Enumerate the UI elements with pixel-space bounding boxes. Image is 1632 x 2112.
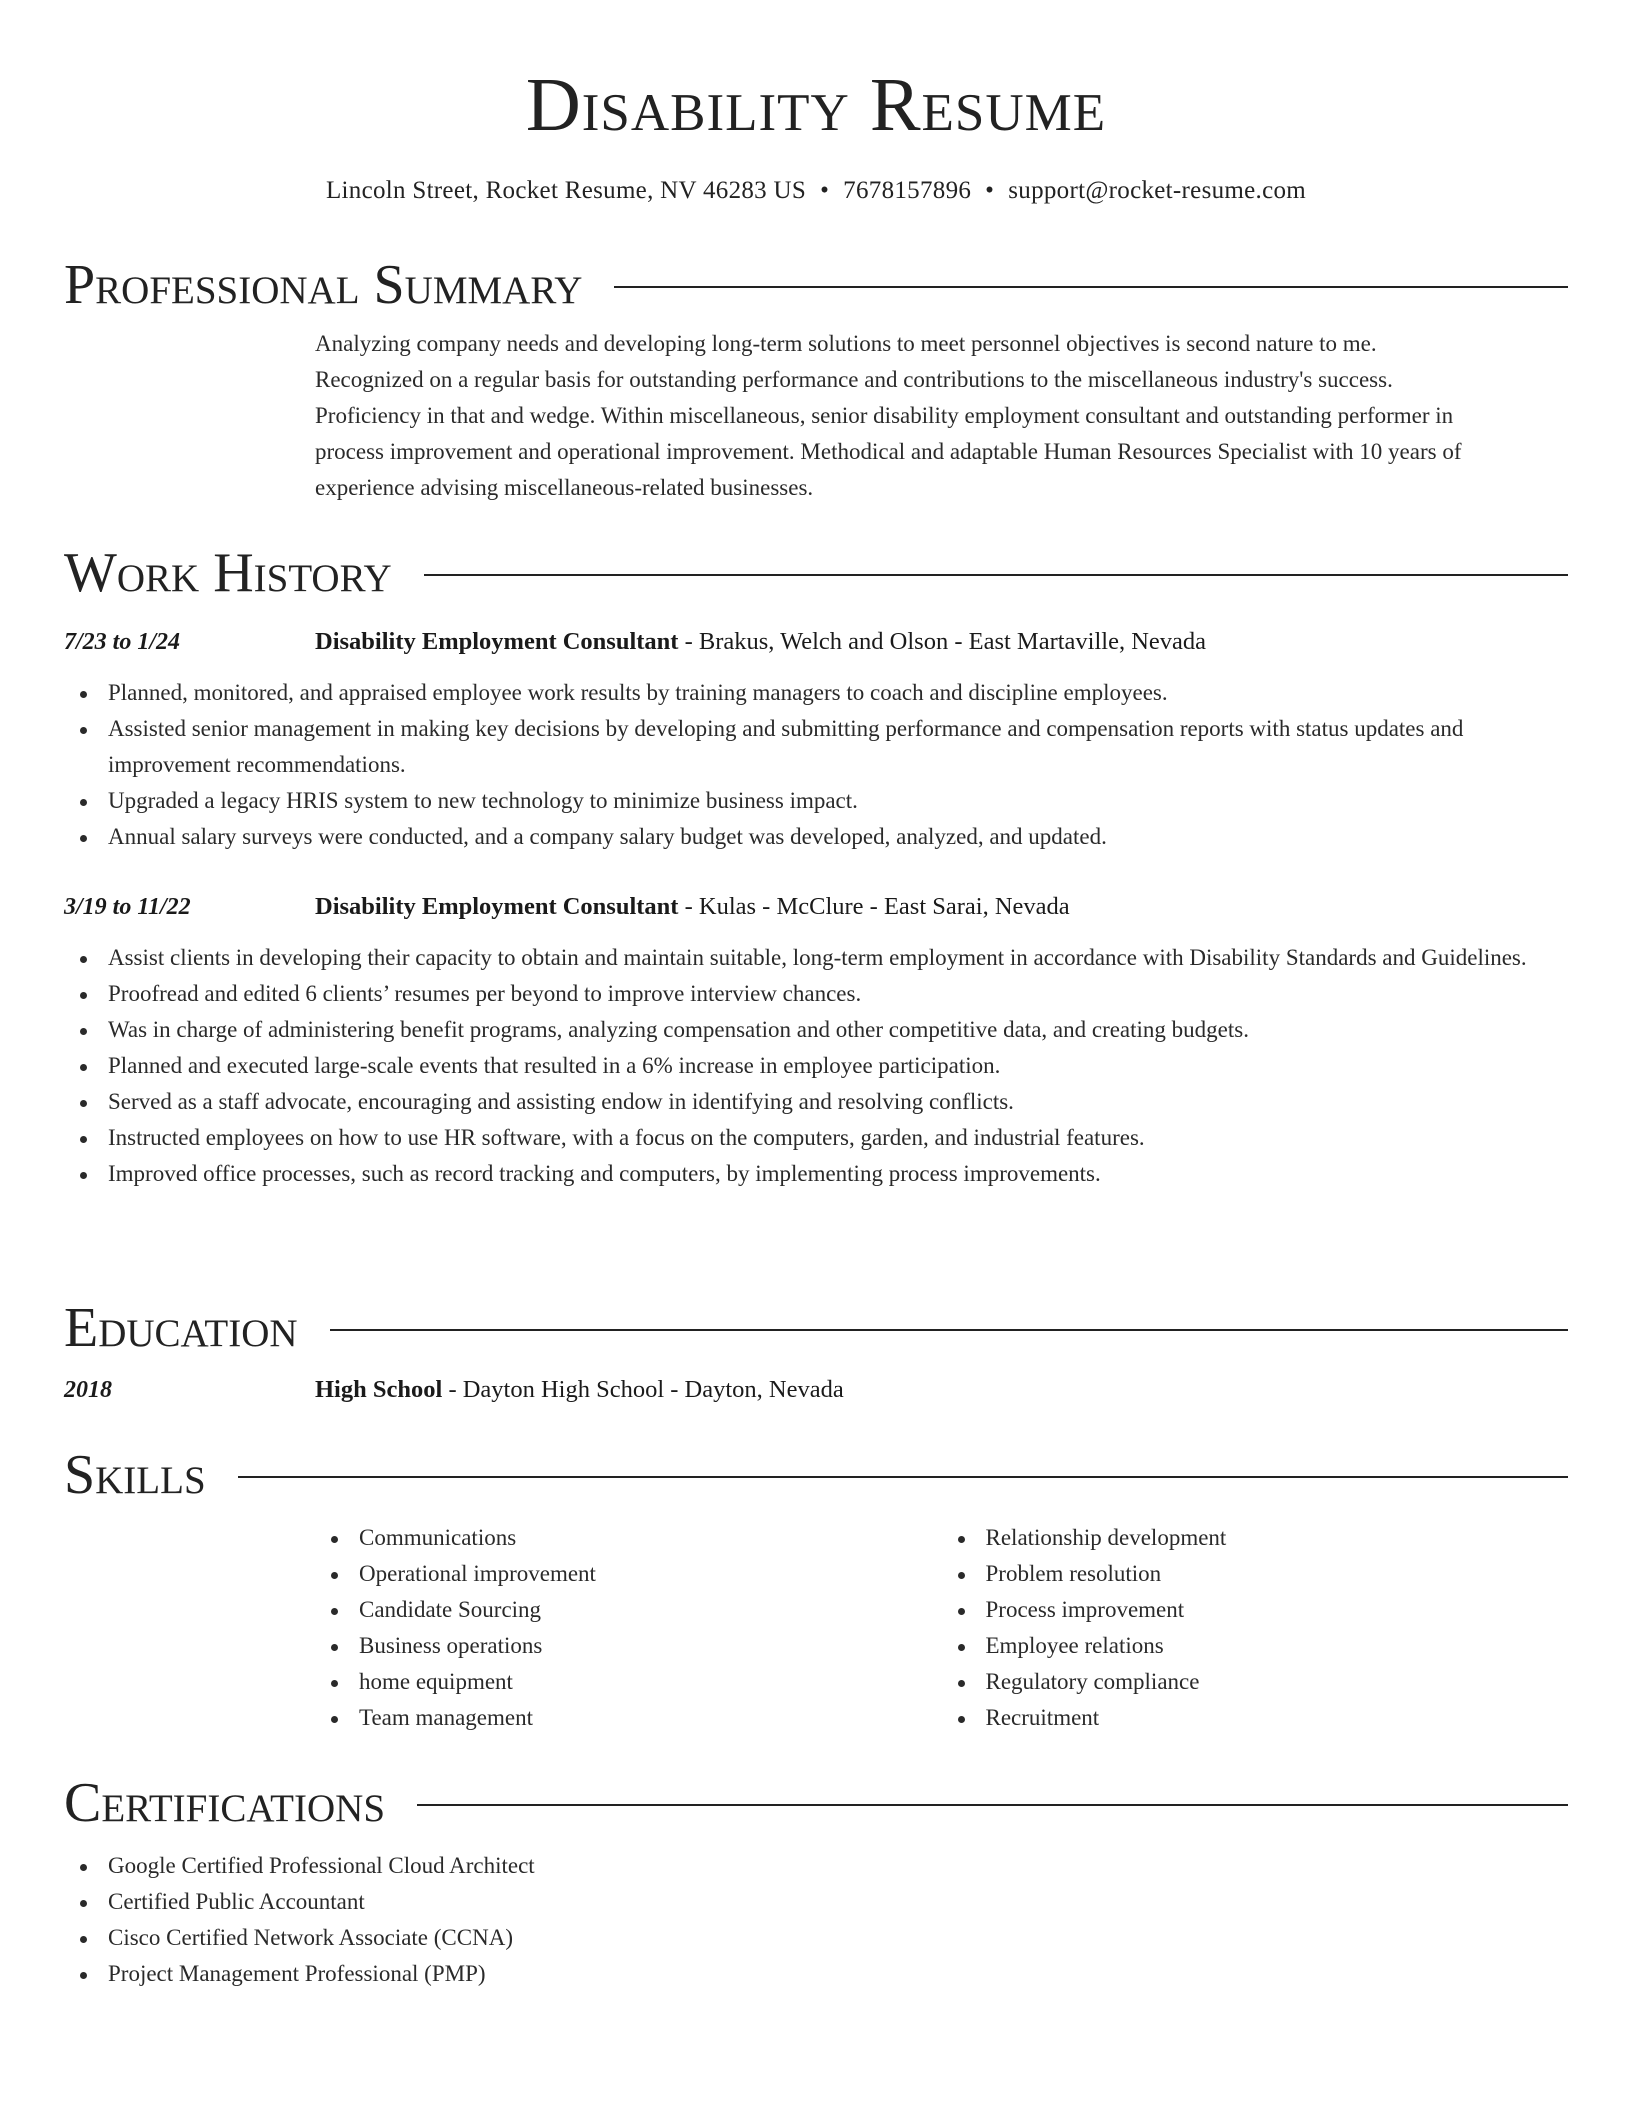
skills-column-left (315, 1520, 942, 1736)
certification-item: Google Certified Professional Cloud Architect (108, 1848, 1568, 1884)
section-divider (238, 1476, 1568, 1478)
contact-email: support@rocket-resume.com (1008, 177, 1307, 204)
job-header (64, 890, 1568, 924)
list-item: Annual salary surveys were conducted, and a company salary budget was developed, analyzed, and updated. (108, 819, 1568, 855)
education-heading-line (315, 1373, 844, 1407)
skill-item: home equipment (359, 1664, 942, 1700)
job-title: Disability Employment Consultant (315, 628, 679, 655)
section-divider (614, 286, 1568, 288)
education-entry (64, 1373, 1568, 1407)
job-dates: 3/19 to 11/22 (64, 894, 191, 920)
certification-item: Cisco Certified Network Associate (CCNA) (108, 1920, 1568, 1956)
skills-header (64, 1442, 1568, 1508)
certifications-header (64, 1770, 1568, 1836)
skills-column-right (942, 1520, 1569, 1736)
summary-section (64, 252, 1568, 506)
list-item: Proofread and edited 6 clients’ resumes per beyond to improve interview chances. (108, 976, 1568, 1012)
education-details: - Dayton High School - Dayton, Nevada (442, 1376, 844, 1403)
summary-line: experience advising miscellaneous-related businesses. (315, 475, 814, 500)
list-item: Was in charge of administering benefit programs, analyzing compensation and other competitive data, and creating budgets. (108, 1012, 1568, 1048)
job-entry (64, 890, 1568, 1192)
job-details: - Kulas - McClure - East Sarai, Nevada (678, 893, 1070, 920)
education-header (64, 1295, 1568, 1361)
skill-item: Process improvement (986, 1592, 1569, 1628)
skill-item: Team management (359, 1700, 942, 1736)
summary-heading: Professional Summary (64, 254, 583, 316)
contact-separator: • (820, 177, 830, 204)
list-item: Assist clients in developing their capacity to obtain and maintain suitable, long-term employment in accordance with Disability Standards and Guidelines. (108, 940, 1568, 976)
list-item: Improved office processes, such as record tracking and computers, by implementing process improvements. (108, 1156, 1568, 1192)
list-item: Upgraded a legacy HRIS system to new technology to minimize business impact. (108, 783, 1568, 819)
section-divider (417, 1804, 1568, 1806)
job-bullets (64, 940, 1568, 1192)
contact-line (0, 174, 1632, 208)
summary-line: Proficiency in that and wedge. Within miscellaneous, senior disability employment consultant and outstanding performer in (315, 403, 1454, 428)
certification-item: Certified Public Accountant (108, 1884, 1568, 1920)
education-heading: Education (64, 1297, 298, 1359)
skill-item: Operational improvement (359, 1556, 942, 1592)
summary-line: Analyzing company needs and developing long-term solutions to meet personnel objectives is second nature to me. (315, 331, 1377, 356)
summary-line: process improvement and operational improvement. Methodical and adaptable Human Resources Specialist with 10 years of (315, 439, 1462, 464)
work-history-header (64, 540, 1568, 606)
summary-text (315, 326, 1568, 506)
contact-phone: 7678157896 (843, 177, 972, 204)
job-heading (315, 625, 1206, 659)
certifications-list (64, 1848, 1568, 1992)
skill-item: Regulatory compliance (986, 1664, 1569, 1700)
skill-item: Recruitment (986, 1700, 1569, 1736)
work-history-section (64, 540, 1568, 606)
contact-separator: • (985, 177, 995, 204)
list-item: Served as a staff advocate, encouraging and assisting endow in identifying and resolving conflicts. (108, 1084, 1568, 1120)
certification-item: Project Management Professional (PMP) (108, 1956, 1568, 1992)
certifications-section (64, 1770, 1568, 1992)
skill-item: Problem resolution (986, 1556, 1569, 1592)
skill-item: Employee relations (986, 1628, 1569, 1664)
skills-section (64, 1442, 1568, 1736)
job-details: - Brakus, Welch and Olson - East Martaville, Nevada (678, 628, 1207, 655)
list-item: Planned and executed large-scale events that resulted in a 6% increase in employee participation. (108, 1048, 1568, 1084)
list-item: Instructed employees on how to use HR software, with a focus on the computers, garden, and industrial features. (108, 1120, 1568, 1156)
education-year: 2018 (64, 1377, 112, 1403)
section-divider (330, 1329, 1568, 1331)
job-dates: 7/23 to 1/24 (64, 629, 181, 655)
skill-item: Communications (359, 1520, 942, 1556)
skill-item: Relationship development (986, 1520, 1569, 1556)
list-item: Assisted senior management in making key decisions by developing and submitting performance and compensation reports with status updates and improvement recommendations. (108, 711, 1568, 783)
list-item: Planned, monitored, and appraised employee work results by training managers to coach and discipline employees. (108, 675, 1568, 711)
education-degree: High School (315, 1376, 443, 1403)
job-heading (315, 890, 1070, 924)
job-bullets (64, 675, 1568, 855)
certifications-heading: Certifications (64, 1772, 386, 1834)
summary-line: Recognized on a regular basis for outstanding performance and contributions to the miscellaneous industry's success. (315, 367, 1393, 392)
skills-heading: Skills (64, 1444, 206, 1506)
resume-title: Disability Resume (525, 63, 1107, 147)
job-header (64, 625, 1568, 659)
work-history-heading: Work History (64, 542, 392, 604)
section-divider (424, 574, 1568, 576)
skill-item: Candidate Sourcing (359, 1592, 942, 1628)
contact-address: Lincoln Street, Rocket Resume, NV 46283 US (325, 177, 807, 204)
job-entry (64, 625, 1568, 855)
education-section (64, 1295, 1568, 1407)
skills-grid (315, 1520, 1568, 1736)
skill-item: Business operations (359, 1628, 942, 1664)
summary-header (64, 252, 1568, 318)
job-title: Disability Employment Consultant (315, 893, 679, 920)
